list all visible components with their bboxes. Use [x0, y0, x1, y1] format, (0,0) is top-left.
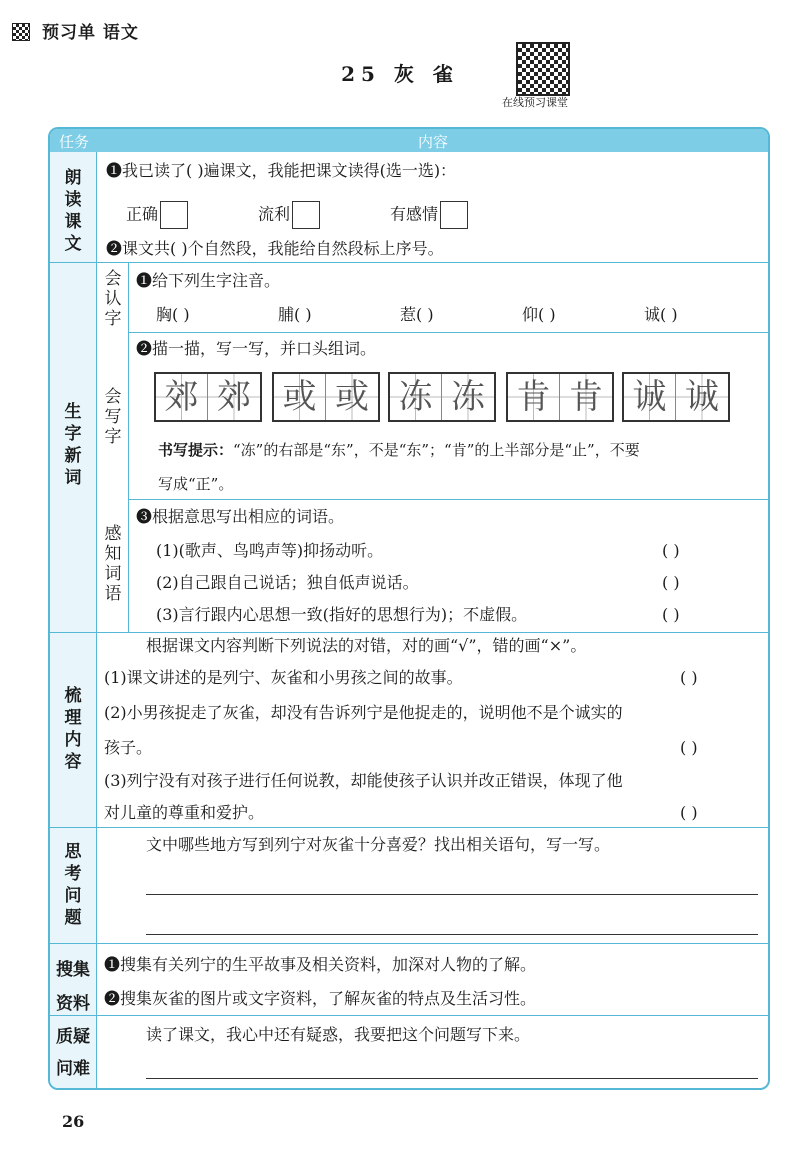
answer-paren[interactable]: ( ): [680, 668, 698, 687]
statement: (2)小男孩捉走了灰雀，却没有告诉列宁是他捉走的，说明他不是个诚实的: [104, 703, 623, 722]
pinyin-item[interactable]: 惹( ): [400, 305, 434, 324]
task-column: [50, 152, 97, 1088]
chars-question-2: ❷描一描，写一写，并口头组词。: [136, 339, 377, 358]
qr-caption: 在线预习课堂: [502, 96, 568, 109]
answer-line[interactable]: [146, 1078, 758, 1079]
pinyin-item[interactable]: 仰( ): [522, 305, 556, 324]
chars-question-3: ❸根据意思写出相应的词语。: [136, 507, 345, 526]
divider: [50, 1015, 768, 1016]
chars-question-1: ❶给下列生字注音。: [136, 271, 281, 290]
page-number: 26: [62, 1112, 85, 1131]
worksheet-table: [48, 127, 770, 1090]
char-writing-box[interactable]: [272, 372, 380, 422]
sort-label: 梳 理 内 容: [64, 686, 82, 772]
think-question: 文中哪些地方写到列宁对灰雀十分喜爱？找出相关语句，写一写。: [146, 835, 611, 854]
trace-char: 或: [326, 374, 378, 420]
answer-paren[interactable]: ( ): [662, 605, 680, 624]
trace-char: 诚: [624, 374, 676, 420]
header-title: 预习单 语文: [42, 23, 139, 43]
answer-paren[interactable]: ( ): [680, 803, 698, 822]
checkbox[interactable]: [440, 201, 468, 229]
char-writing-box[interactable]: [154, 372, 262, 422]
trace-char: 郊: [156, 374, 208, 420]
divider: [50, 943, 768, 944]
table-header: [50, 129, 768, 152]
char-writing-box[interactable]: [622, 372, 730, 422]
checkbox[interactable]: [292, 201, 320, 229]
sort-intro: 根据课文内容判断下列说法的对错，对的画“√”，错的画“×”。: [146, 636, 587, 655]
trace-char: 冻: [442, 374, 494, 420]
reading-question-2: ❷课文共( )个自然段，我能给自然段标上序号。: [106, 239, 444, 258]
trace-char: 肯: [508, 374, 560, 420]
pinyin-item[interactable]: 胸( ): [156, 305, 190, 324]
divider: [128, 499, 768, 500]
reading-question-1: ❶我已读了( )遍课文，我能把课文读得(选一选)：: [106, 161, 457, 180]
word-item: (2)自己跟自己说话；独自低声说话。: [156, 573, 419, 592]
statement: (1)课文讲述的是列宁、灰雀和小男孩之间的故事。: [104, 668, 463, 687]
statement-cont: 孩子。: [104, 738, 153, 757]
word-item: (3)言行跟内心思想一致(指好的思想行为)；不虚假。: [156, 605, 528, 624]
answer-paren[interactable]: ( ): [680, 738, 698, 757]
trace-char: 或: [274, 374, 326, 420]
trace-char: 诚: [676, 374, 728, 420]
answer-line[interactable]: [146, 894, 758, 895]
chars-label: 生 字 新 词: [64, 402, 82, 488]
writing-tip: 书写提示：“冻”的右部是“东”，不是“东”；“肯”的上半部分是“止”，不要: [158, 441, 640, 459]
option-correct[interactable]: 正确: [126, 201, 188, 229]
divider: [50, 262, 768, 263]
char-writing-box[interactable]: [506, 372, 614, 422]
question-prompt: 读了课文，我心中还有疑惑，我要把这个问题写下来。: [146, 1025, 531, 1044]
collect-item-2: ❷搜集灰雀的图片或文字资料，了解灰雀的特点及生活习性。: [104, 989, 537, 1008]
question-label: 质疑 问难: [56, 1027, 90, 1079]
recognize-label: 会 认 字: [104, 269, 122, 329]
option-fluent[interactable]: 流利: [258, 201, 320, 229]
option-emotion[interactable]: 有感情: [390, 201, 468, 229]
word-item: (1)(歌声、鸟鸣声等)抑扬动听。: [156, 541, 384, 560]
statement-cont: 对儿童的尊重和爱护。: [104, 803, 265, 822]
pinyin-item[interactable]: 诚( ): [644, 305, 678, 324]
statement: (3)列宁没有对孩子进行任何说教，却能使孩子认识并改正错误，体现了他: [104, 771, 623, 790]
trace-char: 冻: [390, 374, 442, 420]
pinyin-item[interactable]: 脯( ): [278, 305, 312, 324]
answer-paren[interactable]: ( ): [662, 541, 680, 560]
reading-label: 朗 读 课 文: [64, 168, 82, 254]
task-column-header: 任务: [58, 133, 89, 151]
trace-char: 郊: [208, 374, 260, 420]
write-label: 会 写 字: [104, 387, 122, 447]
collect-item-1: ❶搜集有关列宁的生平故事及相关资料，加深对人物的了解。: [104, 955, 537, 974]
collect-label: 搜集 资料: [56, 960, 90, 1014]
answer-paren[interactable]: ( ): [662, 573, 680, 592]
lesson-qr-code-icon[interactable]: [516, 42, 570, 96]
divider: [128, 332, 768, 333]
think-label: 思 考 问 题: [64, 842, 82, 928]
sub-divider: [128, 262, 129, 632]
answer-line[interactable]: [146, 934, 758, 935]
content-column-header: 内容: [417, 133, 448, 151]
trace-char: 肯: [560, 374, 612, 420]
qr-code-icon: [12, 23, 30, 41]
char-writing-box[interactable]: [388, 372, 496, 422]
word-label: 感 知 词 语: [104, 524, 122, 604]
checkbox[interactable]: [160, 201, 188, 229]
writing-tip-cont: 写成“正”。: [158, 475, 234, 493]
divider: [50, 827, 768, 828]
divider: [50, 632, 768, 633]
lesson-title: 25 灰 雀: [341, 62, 459, 86]
